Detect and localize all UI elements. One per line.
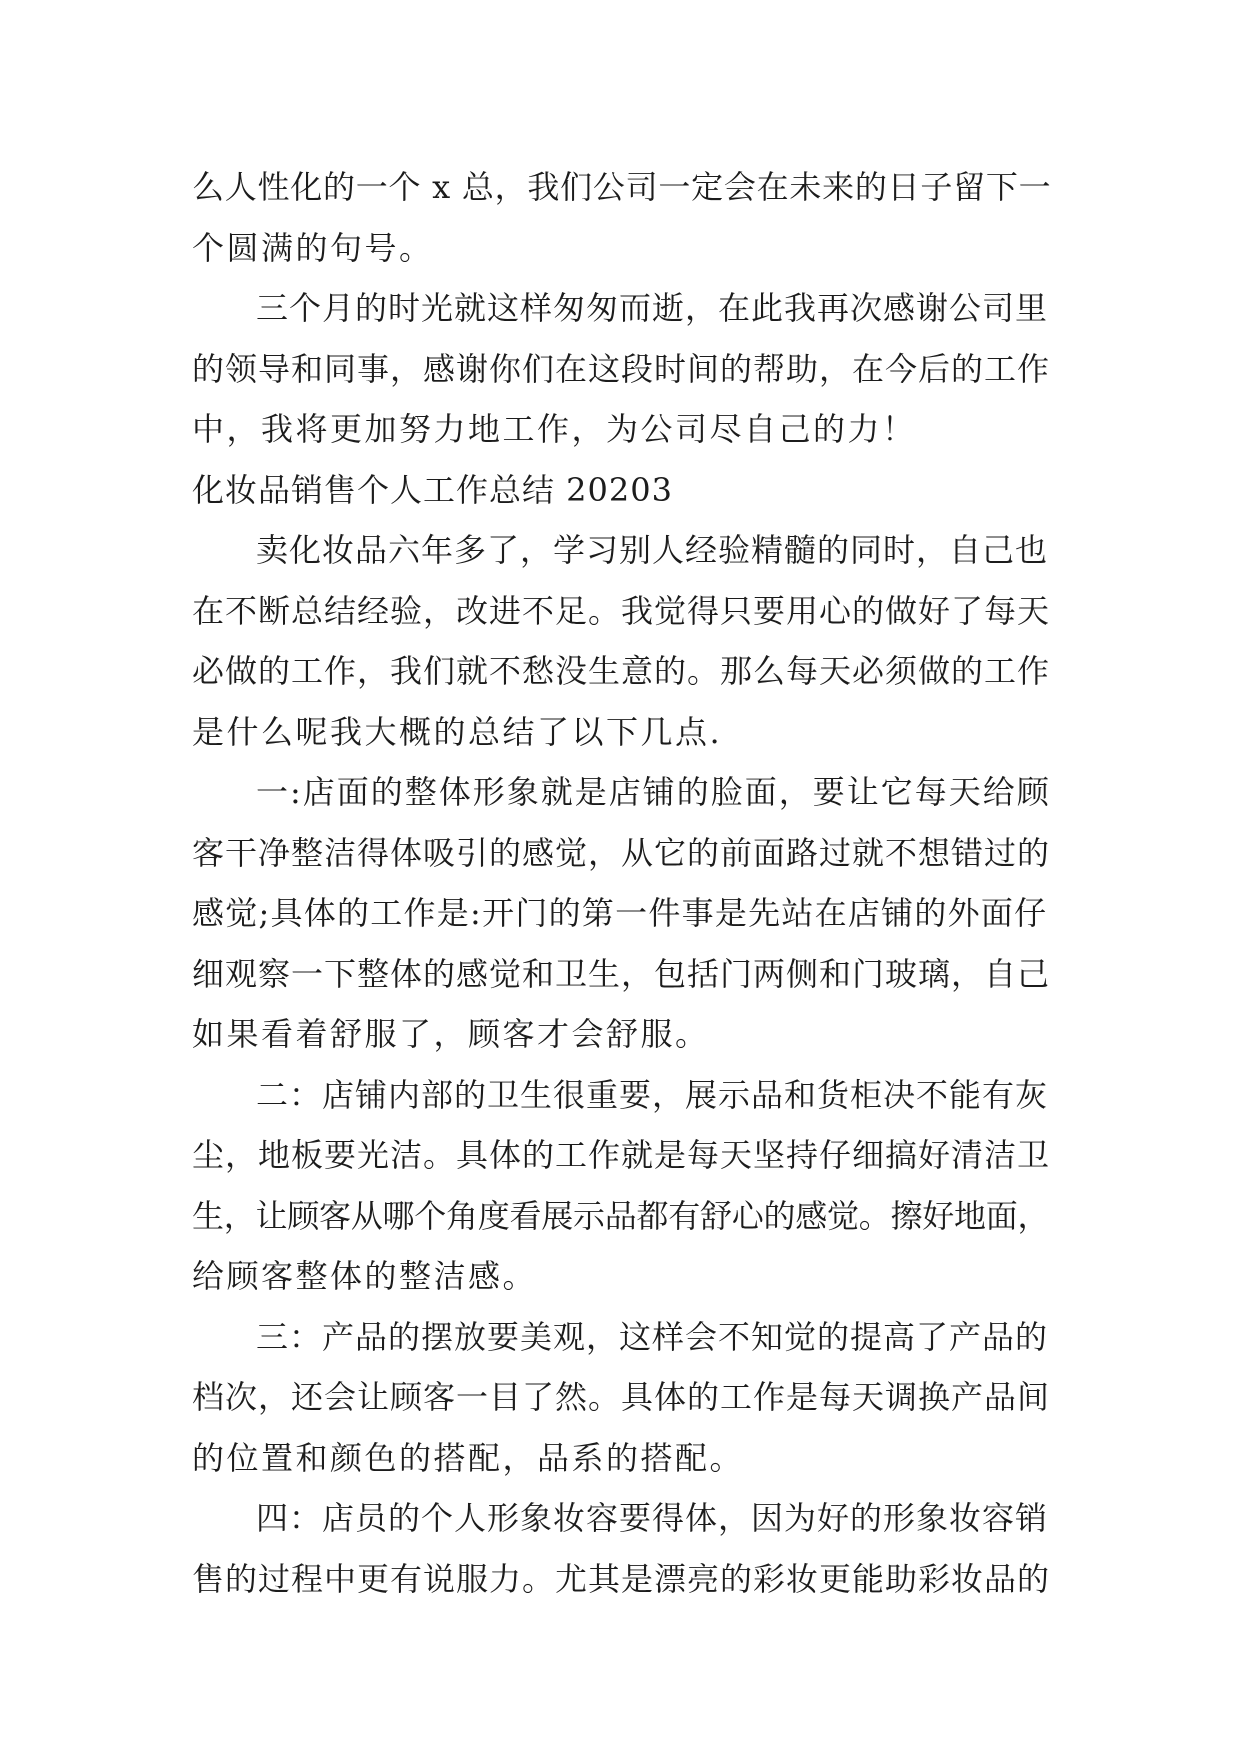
text-line: 的位置和颜色的搭配，品系的搭配。: [192, 1438, 745, 1477]
paragraph-first-line: 一:店面的整体形象就是店铺的脸面，要让它每天给顾: [256, 773, 1051, 811]
paragraph-first-line: 三：产品的摆放要美观，这样会不知觉的提高了产品的: [256, 1317, 1049, 1356]
text-line: 个圆满的句号。: [192, 228, 434, 267]
document-body: [192, 157, 1052, 1609]
text-line: 中，我将更加努力地工作，为公司尽自己的力！: [192, 410, 917, 448]
text-line: 是什么呢我大概的总结了以下几点.: [192, 712, 723, 751]
text-line: 尘，地板要光洁。具体的工作就是每天坚持仔细搞好清洁卫: [192, 1136, 1051, 1174]
text-line: 客干净整洁得体吸引的感觉，从它的前面路过就不想错过的: [192, 833, 1051, 872]
text-line: 么人性化的一个 x 总，我们公司一定会在未来的日子留下一: [192, 168, 1052, 206]
text-line: 在不断总结经验，改进不足。我觉得只要用心的做好了每天: [192, 591, 1051, 630]
text-line: 细观察一下整体的感觉和卫生，包括门两侧和门玻璃，自己: [192, 954, 1051, 993]
paragraph-first-line: 二：店铺内部的卫生很重要，展示品和货柜决不能有灰: [256, 1075, 1049, 1114]
paragraph-first-line: 三个月的时光就这样匆匆而逝，在此我再次感谢公司里: [256, 289, 1049, 327]
text-line: 必做的工作，我们就不愁没生意的。那么每天必须做的工作: [192, 652, 1051, 690]
paragraph-first-line: 卖化妆品六年多了，学习别人经验精髓的同时，自己也: [256, 531, 1049, 569]
text-line: 如果看着舒服了，顾客才会舒服。: [192, 1015, 710, 1053]
paragraph-first-line: 四：店员的个人形象妆容要得体，因为好的形象妆容销: [256, 1499, 1049, 1537]
text-line: 给顾客整体的整洁感。: [192, 1257, 538, 1295]
section-title: 化妆品销售个人工作总结 20203: [192, 470, 673, 509]
text-line: 生，让顾客从哪个角度看展示品都有舒心的感觉。擦好地面，: [192, 1196, 1050, 1235]
text-line: 的领导和同事，感谢你们在这段时间的帮助，在今后的工作: [192, 349, 1051, 388]
text-line: 感觉;具体的工作是:开门的第一件事是先站在店铺的外面仔: [192, 894, 1048, 932]
text-line: 档次，还会让顾客一目了然。具体的工作是每天调换产品间: [192, 1378, 1051, 1416]
text-line: 售的过程中更有说服力。尤其是漂亮的彩妆更能助彩妆品的: [192, 1559, 1051, 1598]
